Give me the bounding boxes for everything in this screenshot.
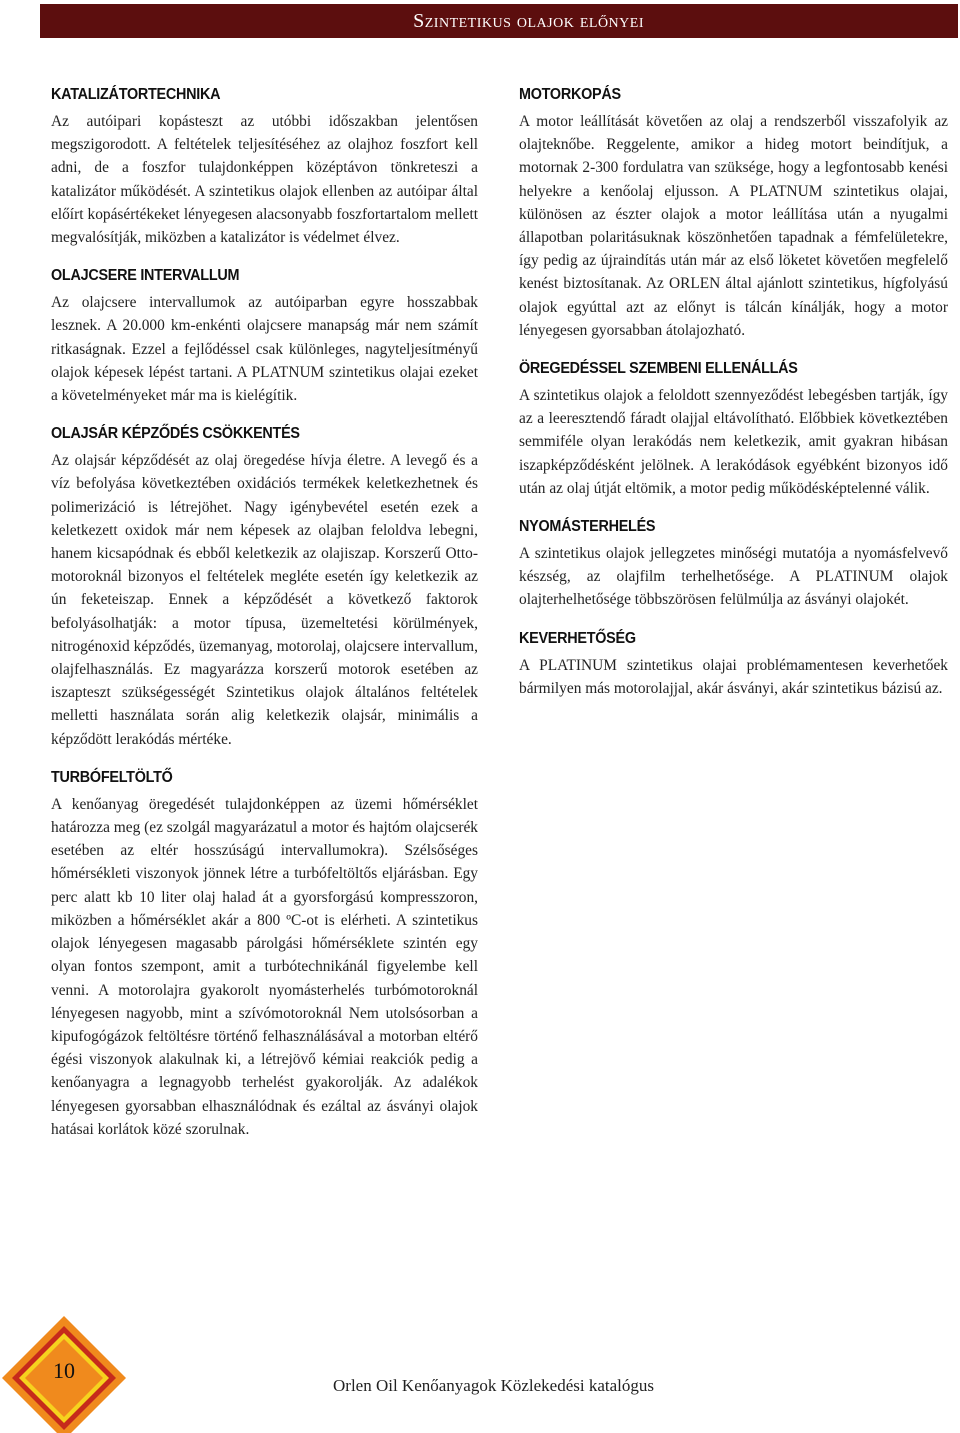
section-heading: MOTORKOPÁS [519, 86, 621, 103]
section-body: Az olajsár képződését az olaj öregedése hívja életre. A levegő és a víz befolyása következtében oxidációs termékek keletkezhetnek és polimerizáció is létrejöhet. Nagy igénybevétel esetén ezek a keletkezett oxidok már nem képesek az olajban feloldva lebegni, hanem kicsapódnak és ebből keletkezik az olajiszap. Korszerű Otto-motoroknál bizonyos el feltételek megléte esetén így keletkezik az ún feketeiszap. Ennek a képződését a következő faktorok befolyásolhatják: a motor típusa, üzemeltetési körülmények, nitrogénoxid képződés, üzemanyag, motorolaj, olajcsere intervallum, olajfelhasználás. Ez magyarázza korszerű motorok esetében az iszapteszt szükségességét Szintetikus olajok általános feltételek melletti használata során alig keletkezik olajsár, minimális a képződött lerakódás mértéke. [51, 452, 478, 748]
section-heading: KATALIZÁTORTECHNIKA [51, 86, 221, 103]
section-body: A szintetikus olajok jellegzetes minőségi mutatója a nyomásfelvevő készség, az olajfilm terhelhetősége. A PLATINUM olajok olajterhelhetősége többszörösen felülmúlja az ásványi olajokét. [519, 545, 948, 609]
section-body: A szintetikus olajok a feloldott szennyeződést lebegésben tartják, így az a leeresztendő fáradt olajjal eltávolítható. Előbbiek következtében semmiféle olyan lerakódás nem keletkezik, amit gyakran hibásan iszapképződésként jelölnek. A lerakódások egyébként bizonyos idő után az olaj útját eltömik, a motor pedig működésképtelenné válik. [519, 387, 948, 497]
section-oregedes-ellenallas [519, 360, 948, 500]
section-body: A PLATINUM szintetikus olajai problémamentesen keverhetőek bármilyen más motorolajjal, akár ásványi, akár szintetikus bázisú az. [519, 656, 948, 697]
right-column [519, 86, 948, 718]
section-body: A kenőanyag öregedését tulajdonképpen az üzemi hőmérséklet határozza meg (ez szolgál magyarázatul a motor és hajtóm olajcserék esetében az eltér hosszúságú intervallumokra). Szélsőséges hőmérsékleti viszonyok jönnek létre a turbófeltöltős eljárásban. Egy perc alatt kb 10 liter olaj halad át a gyorsforgású kompresszoron, miközben a hőmérséklet akár a 800 ºC-ot is elérheti. A szintetikus olajok lényegesen magasabb párolgási hőmérséklete szintén egy olyan fontos szempont, amit a turbótechnikánál figyelembe kell venni. A motorolajra gyakorolt nyomásterhelés turbómotoroknál lényegesen nagyobb, mint a szívómotoroknál Nem utolsósorban a kipufogógázok feltöltésre történő felhasználásával a motorban eltérő égési viszonyok alakulnak ki, a létrejövő kémiai reakciók pedig a kenőanyagra a legnagyobb terhelést gyakorolják. Az adalékok lényegesen gyorsabban elhasználódnak és ezáltal az ásványi olajok hatásai korlátok közé szorulnak. [51, 795, 478, 1138]
section-heading: NYOMÁSTERHELÉS [519, 518, 656, 536]
section-heading: TURBÓFELTÖLTŐ [51, 768, 173, 786]
section-heading: OLAJCSERE INTERVALLUM [51, 267, 240, 285]
header-bar [40, 4, 958, 38]
section-body: A motor leállítását követően az olaj a rendszerből visszafolyik az olajteknőbe. Reggelente, amikor a hideg motort beindítjuk, a motornak 2-300 fordulatra van szüksége, hogy a legfontosabb kenési helyekre a kenőolaj eljusson. A PLATNUM szintetikus olajai, különösen az észter olajok a motor leállítása után a nyugalmi állapotban polaritásuknak köszönhetően tapadnak a fémfelületekre, így pedig az újraindítás után már az első löketet követően megfelelő kenést biztosítanak. Az ORLEN által ajánlott szintetikus, hígfolyású olajok egyúttal azt az előnyt is tálcán kínálják, hogy a motor lényegesen gyorsabban átolajozható. [519, 113, 948, 339]
page-number: 10 [53, 1358, 75, 1383]
section-nyomasterheles [519, 518, 948, 612]
section-heading: OLAJSÁR KÉPZŐDÉS CSÖKKENTÉS [51, 425, 300, 443]
section-keverhetoseg [519, 630, 948, 700]
section-body: Az olajcsere intervallumok az autóiparban egyre hosszabbak lesznek. A 20.000 km-enkénti olajcsere manapság már nem számít ritkaságnak. Ezzel a fejlődéssel csak különleges, nagyteljesítményű olajok képesek lépést tartani. A PLATNUM szintetikus olajai ezeket a követelményeket már ma is kielégítik. [51, 294, 478, 405]
section-heading: KEVERHETŐSÉG [519, 629, 636, 647]
section-olajcsere-intervallum [51, 267, 478, 407]
section-motorkopas [519, 86, 948, 342]
left-column [51, 86, 478, 1159]
section-heading: ÖREGEDÉSSEL SZEMBENI ELLENÁLLÁS [519, 360, 798, 378]
page-title: Szintetikus olajok előnyei [413, 9, 644, 32]
footer-catalog-title: Orlen Oil Kenőanyagok Közlekedési katalógus [333, 1376, 655, 1395]
section-olajsar-kepzodes [51, 425, 478, 751]
section-turbofeltolto [51, 769, 478, 1141]
section-katalizatortechnika [51, 86, 478, 249]
section-body: Az autóipari kopásteszt az utóbbi időszakban jelentősen megszigorodott. A feltételek teljesítéséhez az olajhoz foszfort kell adni, de a foszfor tulajdonképpen középtávon tönkreteszi a katalizátor működését. A szintetikus olajok ellenben az autóipar által előírt kopásértékeket lényegesen alacsonyabb foszfortartalom mellett megvalósítják, miközben a katalizátor is védelmet élvez. [51, 113, 478, 247]
